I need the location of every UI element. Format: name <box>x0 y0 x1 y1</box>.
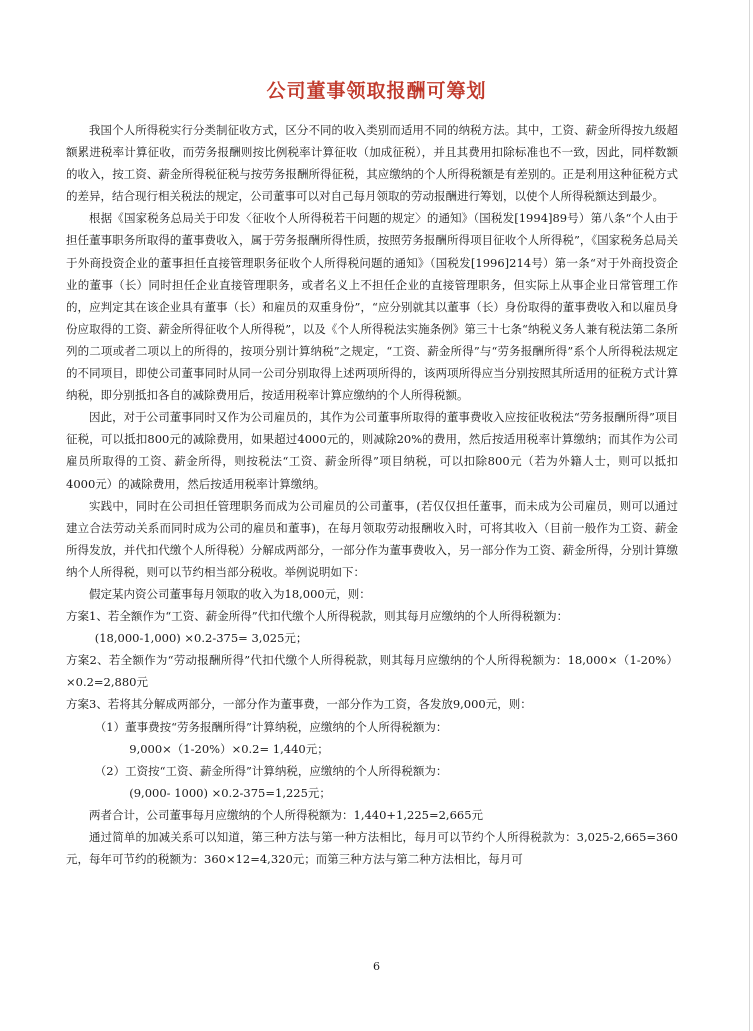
page-number: 6 <box>373 960 380 973</box>
paragraph-practice: 实践中，同时在公司担任管理职务而成为公司雇员的公司董事，(若仅仅担任董事，而未成为公司雇员，则可以通过建立合法劳动关系而同时成为公司的雇员和董事)，在每月领取劳动报酬收入时，可将其收入（目前一般作为工资、薪金所得发放，并代扣代缴个人所得税）分解成两部分，一部分作为董事费收入，另一部分作为工资、薪金所得，分别计算缴纳个人所得税，则可以节约相当部分税收。举例说明如下： <box>66 498 678 579</box>
scheme-3-part-2-calculation: (9,000- 1000) ×0.2-375=1,225元； <box>129 785 331 800</box>
paragraph-consequence: 因此，对于公司董事同时又作为公司雇员的，其作为公司董事所取得的董事费收入应按征收税法“劳务报酬所得”项目征税，可以抵扣800元的减除费用，如果超过4000元的，则减除20%的费用，然后按适用税率计算缴纳；而其作为公司雇员所取得的工资、薪金所得，则按税法“工资、薪金所得”项目纳税，可以扣除800元（若为外籍人士，则可以抵扣4000元）的减除费用，然后按适用税率计算缴纳。 <box>66 410 678 491</box>
total-summary: 两者合计，公司董事每月应缴纳的个人所得税额为：1,440+1,225=2,665元 <box>89 807 484 822</box>
example-intro: 假定某内资公司董事每月领取的收入为18,000元，则： <box>89 586 371 601</box>
scheme-3-part-1: （1）董事费按“劳务报酬所得”计算纳税，应缴纳的个人所得税额为： <box>94 719 448 734</box>
scheme-1-calculation: (18,000-1,000) ×0.2-375= 3,025元； <box>94 631 308 646</box>
scheme-1: 方案1、若全额作为“工资、薪金所得”代扣代缴个人所得税款，则其每月应缴纳的个人所得税额为： <box>66 609 569 624</box>
scheme-3-part-2: （2）工资按“工资、薪金所得”计算纳税，应缴纳的个人所得税额为： <box>94 763 448 778</box>
scheme-2: 方案2、若全额作为“劳动报酬所得”代扣代缴个人所得税款，则其每月应缴纳的个人所得税额为：18,000×（1-20%）×0.2=2,880元 <box>66 653 678 690</box>
scheme-3-part-1-calculation: 9,000×（1-20%）×0.2= 1,440元； <box>129 741 329 756</box>
conclusion-paragraph: 通过简单的加减关系可以知道，第三种方法与第一种方法相比，每月可以节约个人所得税款为：3,025-2,665=360元，每年可节约的税额为：360×12=4,320元；而第三种方法与第二种方法相比，每月可 <box>66 830 678 867</box>
paragraph-legal-basis: 根据《国家税务总局关于印发〈征收个人所得税若干问题的规定〉的通知》（国税发[1994]89号）第八条“个人由于担任董事职务所取得的董事费收入，属于劳务报酬所得性质，按照劳务报酬所得项目征收个人所得税”，《国家税务总局关于外商投资企业的董事担任直接管理职务征收个人所得税问题的通知》（国税发[1996]214号）第一条“对于外商投资企业的董事（长）同时担任企业直接管理职务，或者名义上不担任企业的直接管理职务，但实际上从事企业日常管理工作的，应判定其在该企业具有董事（长）和雇员的双重身份”，“应分别就其以董事（长）身份取得的董事费收入和以雇员身份应取得的工资、薪金所得征收个人所得税”，以及《个人所得税法实施条例》第三十七条“纳税义务人兼有税法第二条所列的二项或者二项以上的所得的，按项分别计算纳税”之规定，“工资、薪金所得”与“劳务报酬所得”系个人所得税法规定的不同项目，即使公司董事同时从同一公司分别取得上述两项所得的，该两项所得应当分别按照其所适用的征税方式计算纳税，即分别抵扣各自的减除费用后，按适用税率计算应缴纳的个人所得税额。 <box>66 211 678 403</box>
paragraph-intro: 我国个人所得税实行分类制征收方式，区分不同的收入类别而适用不同的纳税方法。其中，工资、薪金所得按九级超额累进税率计算征收，而劳务报酬则按比例税率计算征收（加成征税），并且其费用扣除标准也不一致，因此，同样数额的收入，按工资、薪金所得税征税与按劳务报酬所得征税，其应缴纳的个人所得税额是有差别的。正是利用这种征税方式的差异，结合现行相关税法的规定，公司董事可以对自己每月领取的劳动报酬进行筹划，以使个人所得税额达到最少。 <box>66 123 678 204</box>
page-edge-divider <box>749 0 750 1031</box>
document-title: 公司董事领取报酬可筹划 <box>266 80 487 102</box>
scheme-3: 方案3、若将其分解成两部分，一部分作为董事费，一部分作为工资，各发放9,000元，则： <box>66 697 532 712</box>
document-body <box>66 119 678 870</box>
